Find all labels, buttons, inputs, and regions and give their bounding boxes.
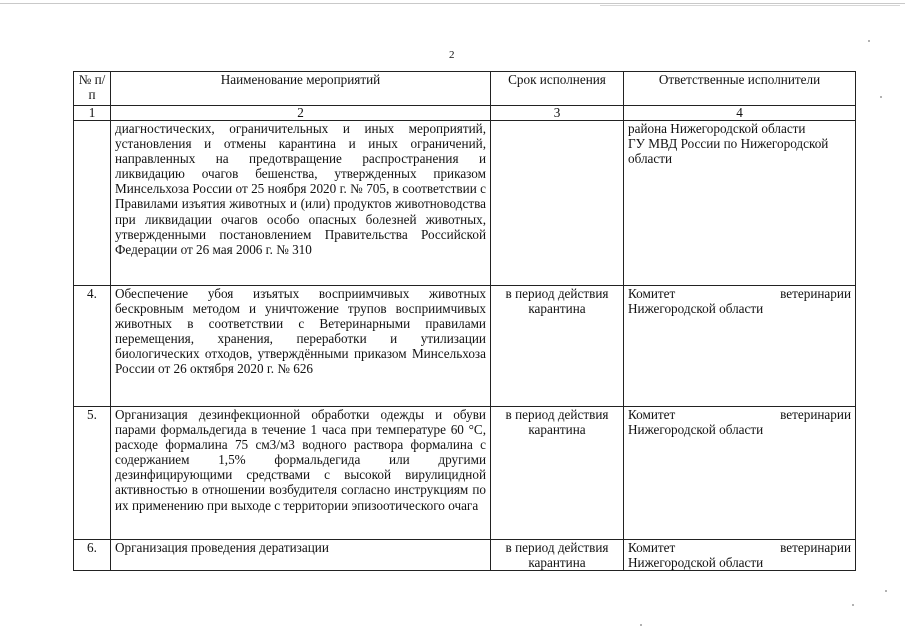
column-numbers-row [74,106,856,121]
responsible [624,286,856,407]
term: в период действия карантина [491,540,624,571]
responsible-line: Нижегородской области [628,301,764,317]
header-name: Наименование мероприятий [111,72,491,106]
measures-table [73,71,856,571]
responsible-word: ветеринарии [780,286,851,301]
header-responsible: Ответственные исполнители [624,72,856,106]
scan-speck [880,96,882,98]
scan-speck [885,590,887,592]
scan-speck [868,40,870,42]
responsible-word: ветеринарии [780,540,851,555]
column-number: 1 [74,106,111,121]
term [491,121,624,286]
column-number: 3 [491,106,624,121]
row-number [74,121,111,286]
responsible [624,540,856,571]
measure-name: Организация дезинфекционной обработки одежды и обуви парами формальдегида в течение 1 часа при температуре 60 °С, расходе формалина 75 см3/м3 водного раствора формалина с содержанием 1,5% формальдегида или другими дезинфицирующими средствами с высокой вирулицидной активностью в отношении возбудителя согласно инструкциям по их применению при выходе с территории эпизоотического очага [111,407,491,540]
scan-speck [640,624,642,626]
scan-speck [852,604,854,606]
table-row [74,286,856,407]
responsible-word: Комитет [628,286,676,301]
table-row [74,121,856,286]
responsible-line: Нижегородской области [628,422,764,438]
header-term: Срок исполнения [491,72,624,106]
responsible-word: ветеринарии [780,407,851,422]
table-row [74,540,856,571]
responsible [624,407,856,540]
measure-name: Обеспечение убоя изъятых восприимчивых животных бескровным методом и уничтожение трупов восприимчивых животных в соответствии с Ветеринарными правилами перемещения, хранения, переработки и утилизации биологических отходов, утверждёнными приказом Минсельхоза России от 26 октября 2020 г. № 626 [111,286,491,407]
responsible-line: ГУ МВД России по Нижегородской области [628,136,829,167]
row-number: 5. [74,407,111,540]
measure-name: диагностических, ограничительных и иных мероприятий, установления и отмены карантина и иных ограничений, направленных на предотвращение распространения и ликвидацию очагов бешенства, утвержденных приказом Минсельхоза России от 25 ноября 2020 г. № 705, в соответствии с Правилами изъятия животных и (или) продуктов животноводства при ликвидации очагов особо опасных болезней животных, утвержденными постановлением Правительства Российской Федерации от 26 мая 2006 г. № 310 [111,121,491,286]
column-number: 4 [624,106,856,121]
term: в период действия карантина [491,407,624,540]
scan-top-edge [0,3,905,4]
term: в период действия карантина [491,286,624,407]
row-number: 4. [74,286,111,407]
responsible-line: Нижегородской области [628,555,764,571]
measure-name: Организация проведения дератизации [111,540,491,571]
responsible-word: Комитет [628,407,676,422]
responsible [624,121,856,286]
scan-top-edge-secondary [600,5,900,6]
table-row [74,407,856,540]
header-num: № п/п [74,72,111,106]
responsible-word: Комитет [628,540,676,555]
responsible-line: района Нижегородской области [628,121,806,136]
column-number: 2 [111,106,491,121]
row-number: 6. [74,540,111,571]
table-header-row [74,72,856,106]
page-number: 2 [449,49,455,61]
